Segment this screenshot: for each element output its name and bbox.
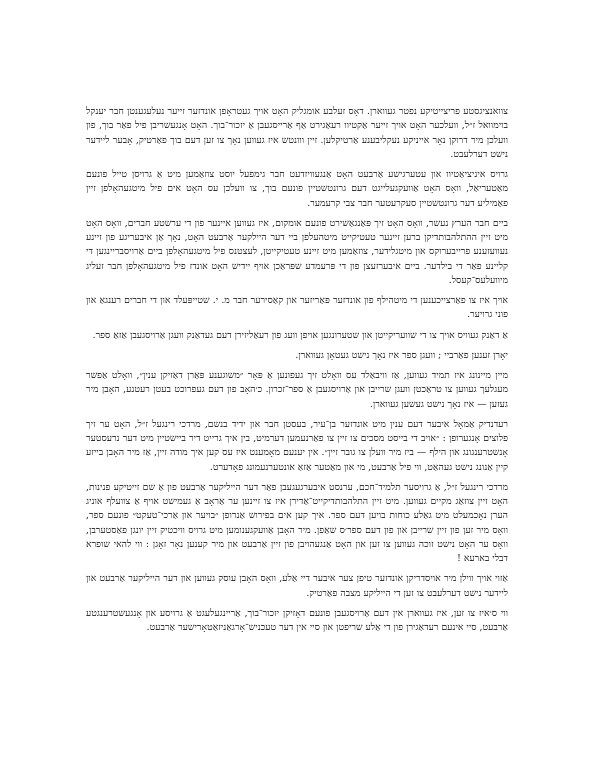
paragraph-9: מרדכי רינגעל ז״ל, אַ גרויסער תלמיד־חכם, ערנסט איבערגעגעבן פאַר דער הייליקער אַרבעט פון אַ שם זייטיקע פנינות, האָט זיין צוזאַג מקיים געווען. מיט זיין התלהבותדיקייט־אַדירן איז צו זיינען ער אַראָב אַ געמישט אויף אַ צוועלף אוניג הערן נאָכמעלט מיט גאַלע כוחות בויען דעם ספר. איך קען אים בפירוש אַנרופן ״בויער און אַרכי־טעקט״ פונעם ספר, וואָס מיר זען פון זיין שרייבן און פון דעם ספר׳ס שאַפן. מיר האָבן אַוועקגענומען מיט גרויס וויכטיק זיין יונגן פאַסטערבן, וואָס ער האָט נישט זוכה געווען צו זען און האָט אַנגעהויבן פון זיין אַרבעט און מיר קענען נאָר זאָגן : ווי להאי שופרא דבלי בארעא ! (86, 481, 508, 564)
paragraph-4: אויך איז צו פאַרצייכענען די מיטהילף פון אונדזער פּאַריזער און קאַסירער חבר מ. י. שטייפּעלד און די חברים רענגאַ און פוני גרויער. (86, 295, 508, 321)
paragraph-8: רעדנדיק אַמאָל איבער דעם ענין מיט אונדזער בן־עיר, בעסטן חבר און ידיד בנשם, מרדכי רינגעל ז״ל, האָט ער זיך פלוצים אָנגערופן : ״אויב די בייסט מסכים צו זיין צו פאַרנעמען דערמיט, בין איך גרייט דיר ביישטיין מיט דער נרעסטער אָנשטרענגונג און הילף — ביז מיר וועלן צו גובר זיין״. אין יענעם מאָמענט איז עס קען איך מודה זיין, אַז מיר האָבן בייזע קיין אַנונג נישט געהאַט, ווי פיל אַרבעט, מי און מאַטער אַזאַ אונטערנעמונג פאָדערט. (86, 418, 508, 473)
paragraph-6: יאָרן זענען פאַרביי ; וועגן ספר איז נאָך נישט געטאָן געווארן. (295, 349, 508, 361)
paragraph-10: אַזוי אויך ווילן מיר אויסדריקן אונדזער טיפן צער איבער דיי אַלע, וואָס האָבן עוסק געווען און דער הייליקער אַרבעט און ליידער נישט דערלעבט צו זען די הייליקע מצבה פאַרטיק. (86, 573, 508, 599)
paragraph-1: צוואנציגסטע פריצייטיקע נפטר געווארן. דאָס זעלבע אומגליק האָט אויך געטראָפן אונדזער זייער נעלעגענטן חבר יענקל בוימוואל ז״ל, וועלכער האָט אויך זייער אַקטיוו רעאַגירט אַף אַרייסגעבן אַ יזכור־בוך. האָט אָנגעשריבן פיל פאַר בוך, פון וועלכן מיר דרוקן נאָר אייניקע נעקליבענע אַרטיקלען. זיין ווונטש איז געווען נאָך צו זען דעם בוך פאַרטיק, אָבער ליידער נישט דערלעבט. (86, 106, 508, 160)
paragraph-3: ביים חבר הערץ נעשר, וואָס האָט זיך פּאַנגאַשירט פונעם אומקום, איז געווען איינער פון די ערשטע חברים, וואָס האָט מיט זיין ההתלהבותדיקן ברען זיינער טעטיקייט מיטהעלפן ביי דער היילקער אַרבעט האָט, נאָך אַן איבעריגע פון זיינע נעוועזענע פרייבערוקס און מיטגלידער, צוזאַמען מיט זיינע טעטיקייטן, לעצטנס פיל מיטגעהאָלפן ביים אַרויסבריינגען די קליינע פאַר די בילדער. ביים איבערזעצן פון די פּרעמדע שפּראַכן אויף יידיש האָט אונדז פיל מיטגעהאָלפן חבר זעליג מיוועלעס־קעסל. (86, 217, 508, 286)
paragraph-5: אַ דאַנק געוויס אויך צו די שוועריקייטן און שטערונגען אויפן וועג פון רעאַליזירן דעם געדאַנק וועגן אַרויסגעבן אַזאַ ספר. (92, 329, 508, 341)
paragraph-2: גרויס איניציאַטיוו און עטערגישע אַרבעט האָט אַנגעוויזדעט חבר גימפעל יוסט צוזאַמען מיט אַ גרויסן טייל פונעם מאַטעריאַל, וואָס האָט אַוועקגעלייגט דעם גרונטשטיין פונעם בוך, צו וועלכן עס האָט אים פיל מיטגעהאָלפן זיין פאַמיליע דער גרונטשטיין סעקרעטער חבר צבי קרעמער. (86, 169, 508, 209)
paragraph-11: ווי ס׳איז צו זען, איז געווארן אין דעם אַרויסגעבן פונעם דאָזיקן יזכור־בוך, אַריינגעלעגט אַ גרויסע און אָנגעשטרענגטע אַרבעט, סיי אינעם רעדאַגירן פון די אַלע שריפטן און סיי אין דער טעכניש־אָרגאַניזאַטאָרישער אַרבעט. (86, 607, 508, 633)
body-text (86, 105, 508, 641)
paragraph-7: מיין מיינונג איז תמיד געווען, אַז וויבאַלד עס וואָלט זיך געפונען אַ פּאָר ״משוגענע פּאַרן דאַזיקן ענין״, וואָלט אַפשר מעגלעך געווען צו טראַכטן וועגן שרייבן און אַרויסגעבן אַ ספר־זכרון. כ׳האָב פון דעם געפרוכט בעטן רעטנע, האָבן מיר געזען — איז נאָך נישט געשען געווארן. (86, 370, 508, 410)
